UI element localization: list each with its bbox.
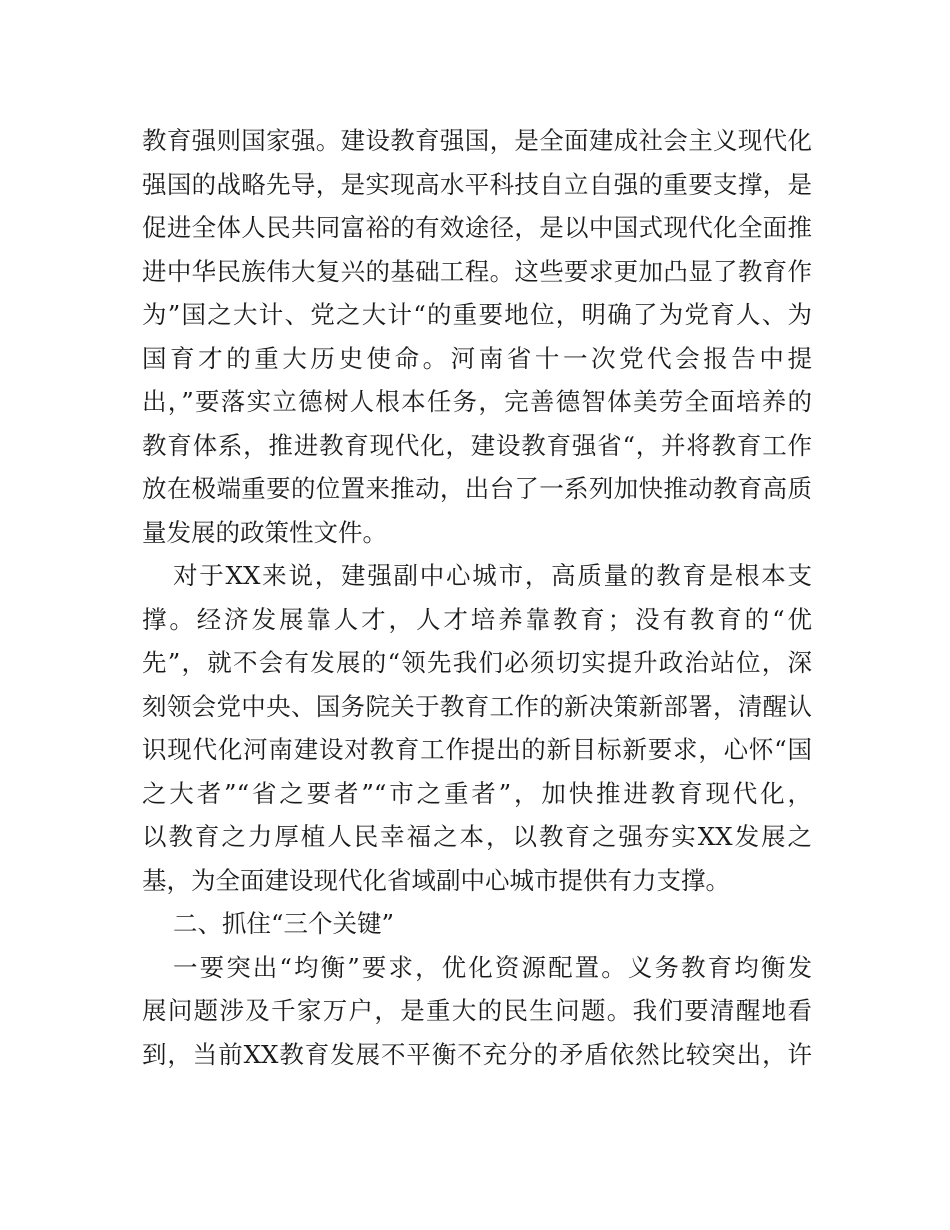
text-line: 一要突出“均衡”要求，优化资源配置。义务教育均衡发 <box>173 952 812 982</box>
text-line: 识现代化河南建设对教育工作提出的新目标新要求，心怀“国 <box>142 735 812 764</box>
text-line: 刻领会党中央、国务院关于教育工作的新决策新部署，清醒认 <box>142 691 812 721</box>
paragraph-education-strong-nation <box>142 119 812 554</box>
text-line: 促进全体人民共同富裕的有效途径，是以中国式现代化全面推 <box>142 213 812 242</box>
text-line: 为”国之大计、党之大计“的重要地位，明确了为党育人、为 <box>142 300 812 329</box>
text-line: 强国的战略先导，是实现高水平科技自立自强的重要支撑，是 <box>142 169 812 199</box>
paragraph-balance <box>142 946 812 1077</box>
text-line: 之大者”“省之要者”“市之重者”，加快推进教育现代化， <box>142 778 812 808</box>
text-line: 出，”要落实立德树人根本任务，完善德智体美劳全面培养的 <box>142 387 812 416</box>
text-line: 到，当前XX教育发展不平衡不充分的矛盾依然比较突出，许 <box>142 1039 812 1069</box>
text-line: 量发展的政策性文件。 <box>142 517 387 547</box>
text-line: 展问题涉及千家万户，是重大的民生问题。我们要清醒地看 <box>142 996 812 1025</box>
text-line: 以教育之力厚植人民幸福之本，以教育之强夯实XX发展之 <box>142 822 812 851</box>
text-line: 教育强则国家强。建设教育强国，是全面建成社会主义现代化 <box>142 126 812 155</box>
text-line: 国育才的重大历史使命。河南省十一次党代会报告中提 <box>142 343 812 373</box>
heading-text: 二、抓住“三个关键” <box>173 909 395 938</box>
text-line: 对于XX来说，建强副中心城市，高质量的教育是根本支 <box>173 561 812 590</box>
text-line: 先”，就不会有发展的“领先我们必须切实提升政治站位，深 <box>142 648 812 677</box>
text-line: 进中华民族伟大复兴的基础工程。这些要求更加凸显了教育作 <box>142 256 812 286</box>
document-body <box>142 119 812 1076</box>
text-line: 基，为全面建设现代化省域副中心城市提供有力支撑。 <box>142 865 730 895</box>
section-heading <box>142 902 812 946</box>
paragraph-xx-city <box>142 554 812 902</box>
text-line: 撑。经济发展靠人才，人才培养靠教育；没有教育的“优 <box>142 604 812 634</box>
text-line: 放在极端重要的位置来推动，出台了一系列加快推动教育高质 <box>142 474 812 503</box>
text-line: 教育体系，推进教育现代化，建设教育强省“，并将教育工作 <box>142 430 812 460</box>
